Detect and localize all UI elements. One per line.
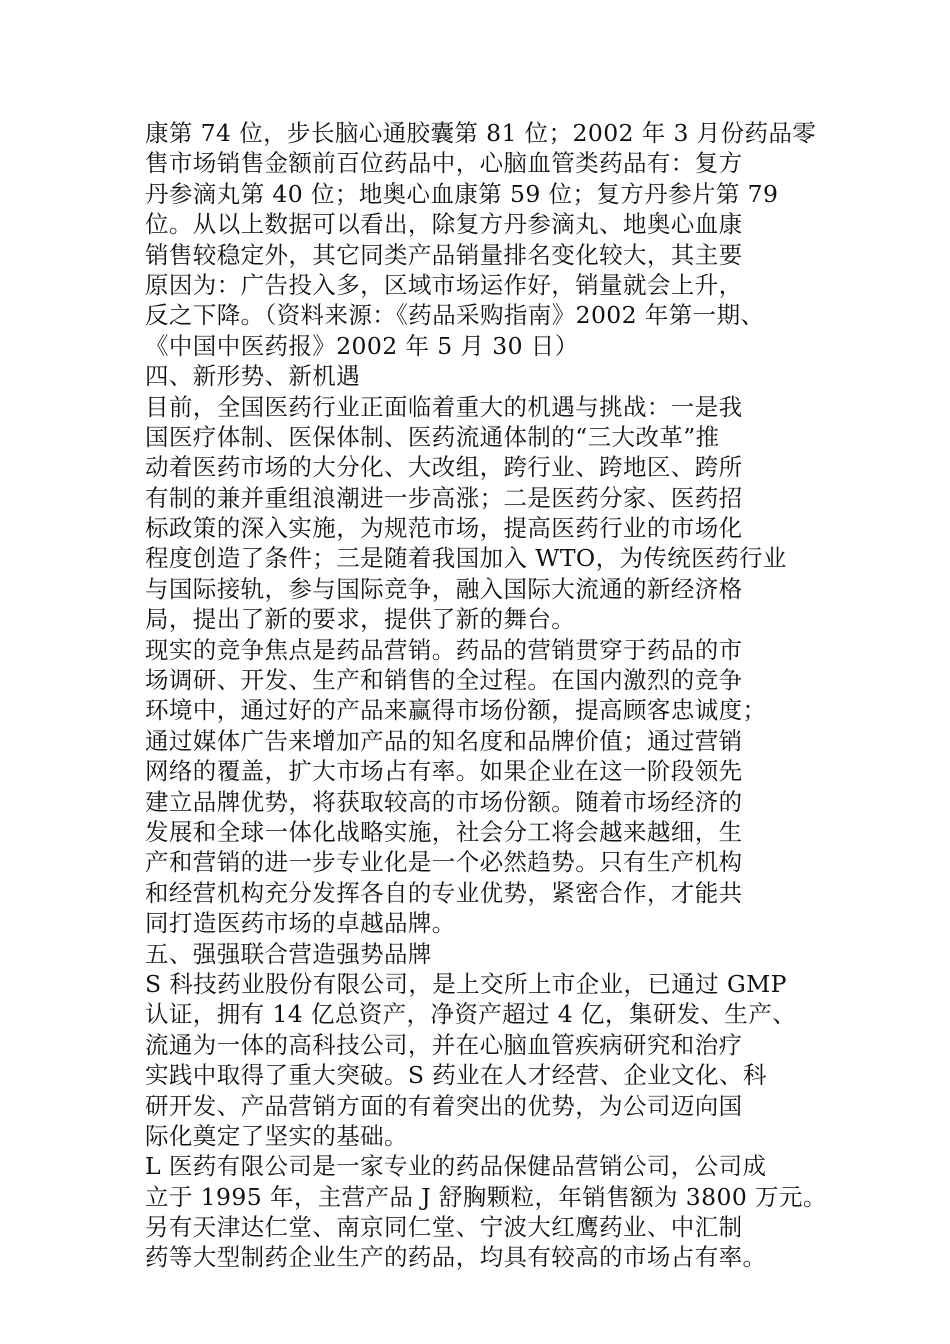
text-line: 通过媒体广告来增加产品的知名度和品牌价值；通过营销: [145, 726, 743, 755]
text-line: 位。从以上数据可以看出，除复方丹参滴丸、地奥心血康: [145, 210, 743, 239]
text-line: 销售较稳定外，其它同类产品销量排名变化较大，其主要: [145, 240, 743, 269]
text-line: 同打造医药市场的卓越品牌。: [145, 909, 456, 938]
text-line: 局，提出了新的要求，提供了新的舞台。: [145, 605, 576, 634]
text-line: 售市场销售金额前百位药品中，心脑血管类药品有：复方: [145, 149, 743, 178]
text-line: 康第 74 位，步长脑心通胶囊第 81 位；2002 年 3 月份药品零: [145, 119, 817, 147]
text-line: 《中国中医药报》2002 年 5 月 30 日）: [145, 331, 579, 360]
text-line: 立于 1995 年，主营产品 J 舒胸颗粒，年销售额为 3800 万元。: [145, 1182, 827, 1211]
text-line: 和经营机构充分发挥各自的专业优势，紧密合作，才能共: [145, 878, 743, 907]
text-line: 动着医药市场的大分化、大改组，跨行业、跨地区、跨所: [145, 453, 743, 482]
text-line: 发展和全球一体化战略实施，社会分工将会越来越细，生: [145, 817, 743, 846]
section-heading: 四、新形势、新机遇: [145, 362, 361, 391]
text-line: 反之下降。（资料来源：《药品采购指南》2002 年第一期、: [145, 301, 765, 330]
text-line: 场调研、开发、生产和销售的全过程。在国内激烈的竞争: [145, 666, 743, 695]
text-line: 网络的覆盖，扩大市场占有率。如果企业在这一阶段领先: [145, 757, 743, 786]
section-heading: 五、强强联合营造强势品牌: [145, 939, 432, 968]
text-line: 药等大型制药企业生产的药品，均具有较高的市场占有率。: [145, 1243, 767, 1272]
text-line: 标政策的深入实施，为规范市场，提高医药行业的市场化: [145, 514, 743, 543]
text-line: 目前，全国医药行业正面临着重大的机遇与挑战：一是我: [145, 392, 743, 421]
text-line: 认证，拥有 14 亿总资产，净资产超过 4 亿，集研发、生产、: [145, 1000, 797, 1029]
text-line: 丹参滴丸第 40 位；地奥心血康第 59 位；复方丹参片第 79: [145, 179, 779, 208]
text-line: L 医药有限公司是一家专业的药品保健品营销公司，公司成: [145, 1152, 767, 1181]
document-body: [145, 118, 845, 1273]
text-line: 产和营销的进一步专业化是一个必然趋势。只有生产机构: [145, 848, 743, 877]
text-line: 另有天津达仁堂、南京同仁堂、宁波大红鹰药业、中汇制: [145, 1213, 743, 1242]
text-line: 环境中，通过好的产品来赢得市场份额，提高顾客忠诚度；: [145, 696, 767, 725]
text-line: 实践中取得了重大突破。S 药业在人才经营、企业文化、科: [145, 1061, 767, 1090]
text-line: 流通为一体的高科技公司，并在心脑血管疾病研究和治疗: [145, 1030, 743, 1059]
text-line: 有制的兼并重组浪潮进一步高涨；二是医药分家、医药招: [145, 483, 743, 512]
text-line: 国医疗体制、医保体制、医药流通体制的“三大改革”推: [145, 422, 720, 451]
text-line: 现实的竞争焦点是药品营销。药品的营销贯穿于药品的市: [145, 635, 743, 664]
text-line: 原因为：广告投入多，区域市场运作好，销量就会上升，: [145, 270, 743, 299]
text-line: 与国际接轨，参与国际竞争，融入国际大流通的新经济格: [145, 574, 743, 603]
text-line: 程度创造了条件；三是随着我国加入 WTO，为传统医药行业: [145, 544, 787, 573]
text-line: 建立品牌优势，将获取较高的市场份额。随着市场经济的: [145, 787, 743, 816]
text-line: S 科技药业股份有限公司，是上交所上市企业，已通过 GMP: [145, 969, 787, 998]
text-line: 研开发、产品营销方面的有着突出的优势，为公司迈向国: [145, 1091, 743, 1120]
text-line: 际化奠定了坚实的基础。: [145, 1121, 408, 1150]
